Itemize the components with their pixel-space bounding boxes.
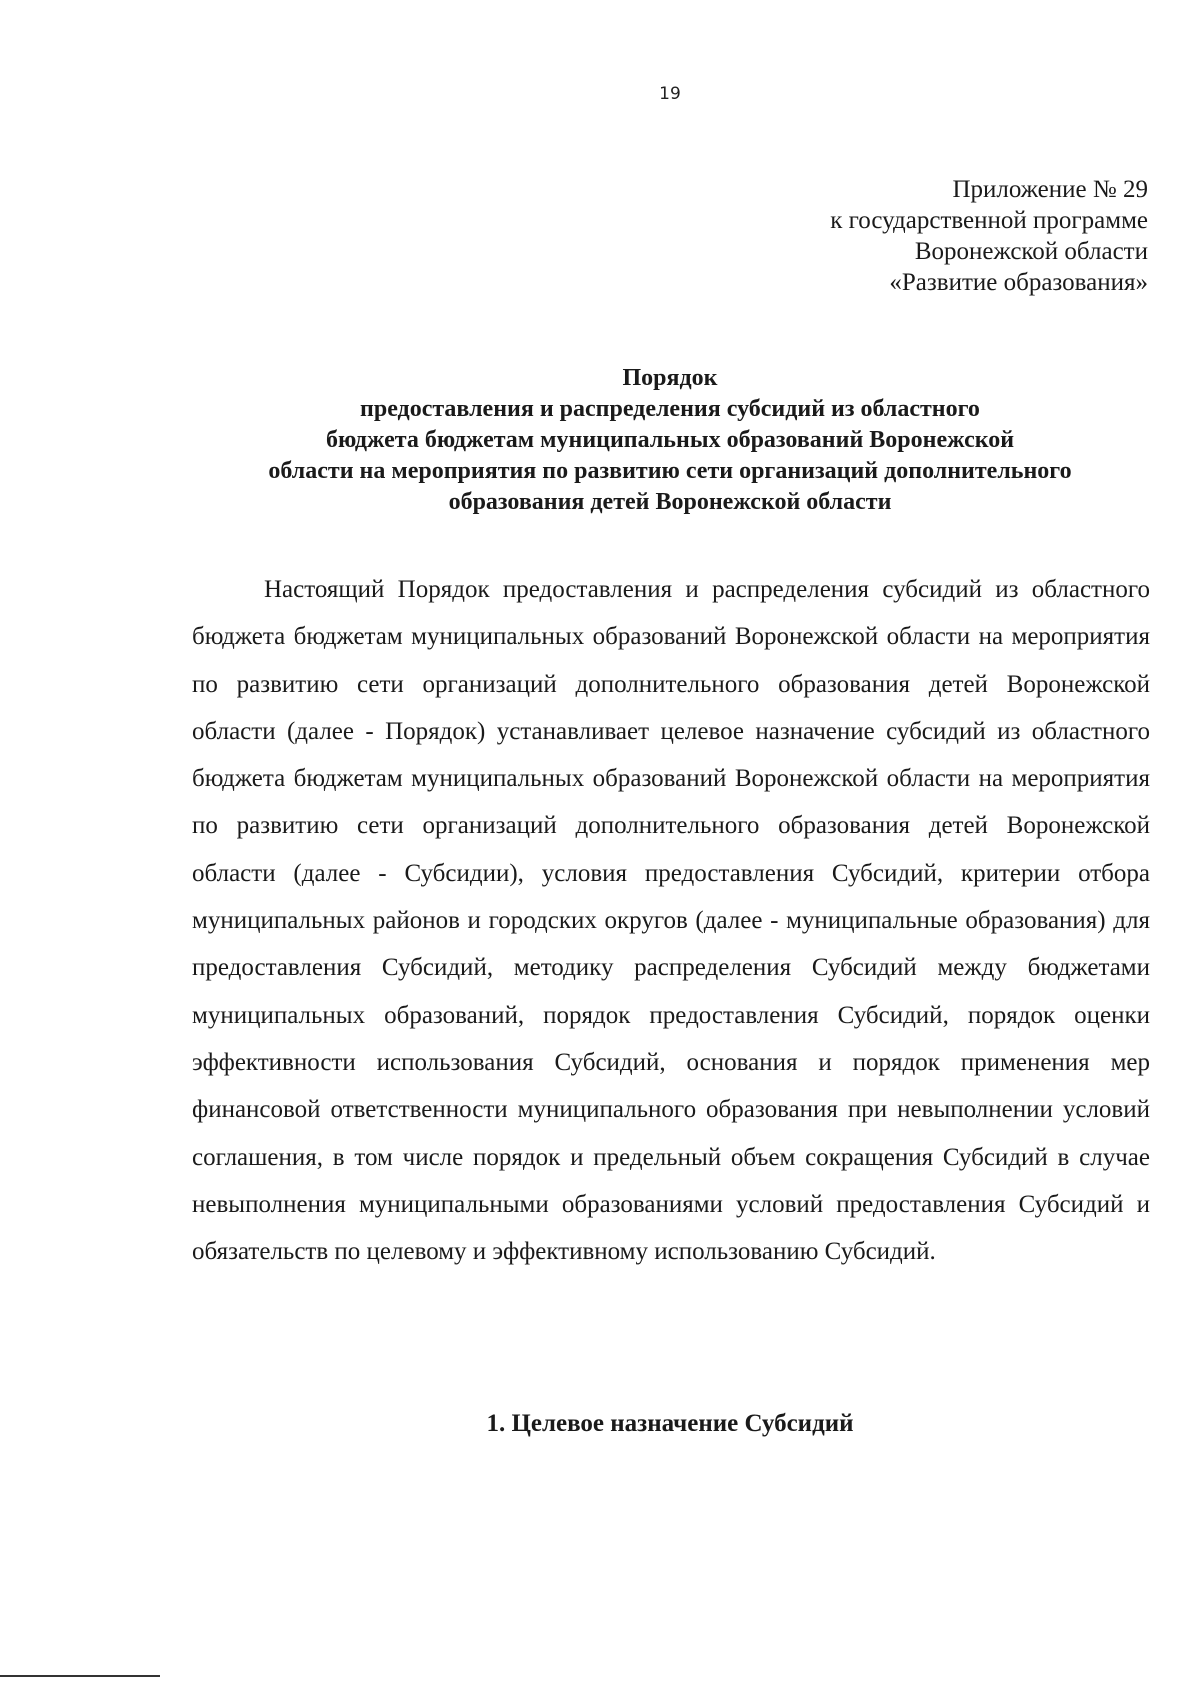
document-title bbox=[190, 363, 1150, 518]
appendix-line: Воронежской области bbox=[914, 238, 1148, 265]
appendix-line: Приложение № 29 bbox=[952, 176, 1148, 203]
page-number: 19 bbox=[659, 84, 681, 104]
title-line: Порядок bbox=[622, 365, 718, 391]
appendix-line: «Развитие образования» bbox=[889, 269, 1148, 296]
body-paragraph: Настоящий Порядок предоставления и распределения субсидий из областного бюджета бюджетам муниципальных образований Воронежской области на мероприятия по развитию сети организаций дополнительного образования детей Воронежской области (далее - Порядок) устанавливает целевое назначение субсидий из областного бюджета бюджетам муниципальных образований Воронежской области на мероприятия по развитию сети организаций дополнительного образования детей Воронежской области (далее - Субсидии), условия предоставления Субсидий, критерии отбора муниципальных районов и городских округов (далее - муниципальные образования) для предоставления Субсидий, методику распределения Субсидий между бюджетами муниципальных образований, порядок предоставления Субсидий, порядок оценки эффективности использования Субсидий, основания и порядок применения мер финансовой ответственности муниципального образования при невыполнении условий соглашения, в том числе порядок и предельный объем сокращения Субсидий в случае невыполнения муниципальными образованиями условий предоставления Субсидий и обязательств по целевому и эффективному использованию Субсидий. bbox=[192, 576, 1150, 1266]
appendix-line: к государственной программе bbox=[830, 207, 1148, 234]
appendix-header bbox=[588, 174, 1148, 298]
scan-edge-line bbox=[0, 1675, 160, 1677]
section-heading: 1. Целевое назначение Субсидий bbox=[486, 1410, 854, 1437]
title-line: образования детей Воронежской области bbox=[448, 489, 892, 515]
title-line: предоставления и распределения субсидий из областного bbox=[360, 396, 980, 422]
title-line: бюджета бюджетам муниципальных образований Воронежской bbox=[325, 427, 1015, 453]
title-line: области на мероприятия по развитию сети организаций дополнительного bbox=[268, 458, 1072, 484]
